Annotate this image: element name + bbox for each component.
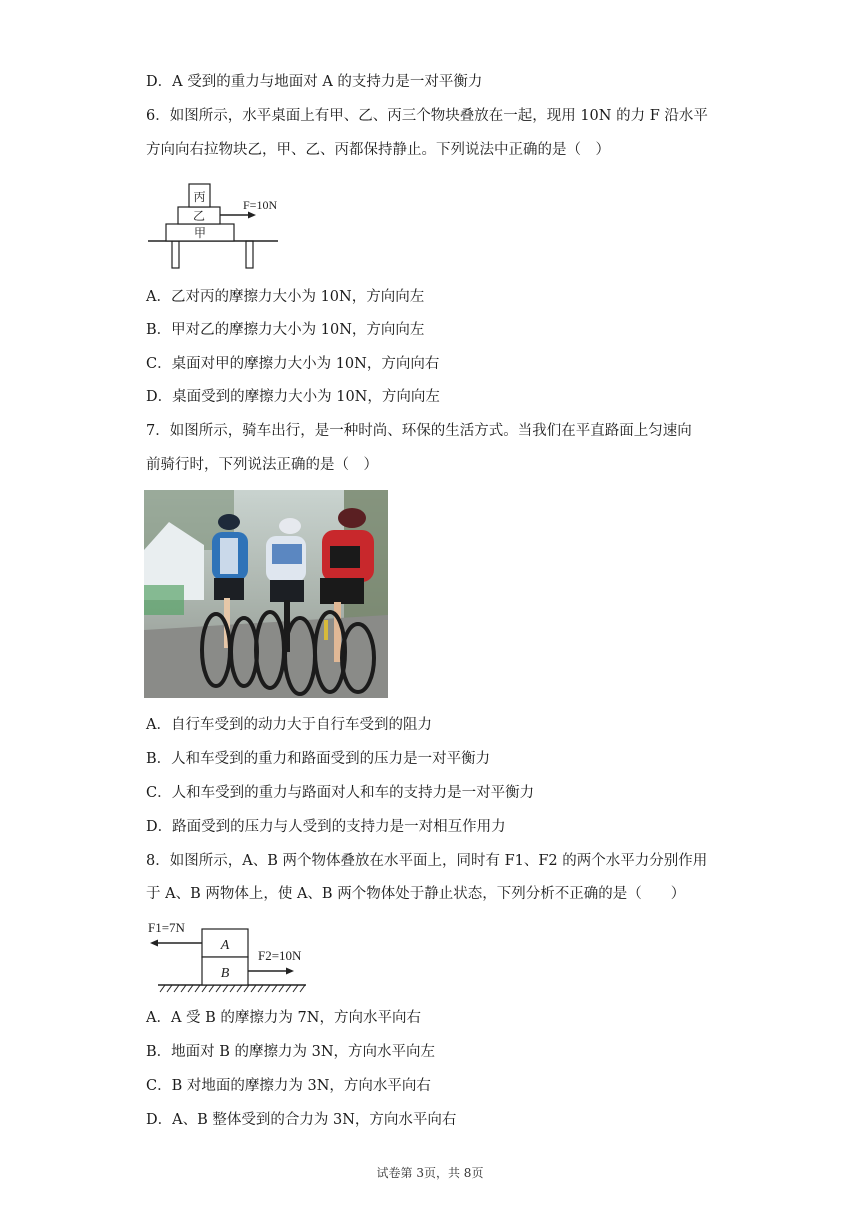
f1-label: F1=7N: [148, 920, 185, 935]
block-jia-label: 甲: [193, 226, 207, 240]
block-bing-label: 丙: [193, 190, 206, 204]
q7-option-a: A．自行车受到的动力大于自行车受到的阻力: [146, 717, 432, 733]
q6-option-a: A．乙对丙的摩擦力大小为 10N，方向向左: [146, 289, 425, 305]
q6-option-b: B．甲对乙的摩擦力大小为 10N，方向向左: [146, 322, 425, 338]
table-leg-left: [172, 241, 179, 268]
f2-label: F2=10N: [258, 948, 302, 963]
table-leg-right: [246, 241, 253, 268]
q5-option-d: D．A 受到的重力与地面对 A 的支持力是一对平衡力: [146, 74, 483, 90]
q6-figure: [146, 180, 286, 272]
block-yi-label: 乙: [192, 209, 206, 223]
q8-option-a: A．A 受 B 的摩擦力为 7N，方向水平向右: [146, 1010, 421, 1026]
q8-option-d: D．A、B 整体受到的合力为 3N，方向水平向右: [146, 1112, 457, 1128]
q7-option-c: C．人和车受到的重力与路面对人和车的支持力是一对平衡力: [146, 785, 535, 801]
f2-arrow-head: [286, 968, 294, 975]
q6-stem-line1: 6．如图所示，水平桌面上有甲、乙、丙三个物块叠放在一起，现用 10N 的力 F 沿水平: [146, 108, 708, 124]
cycling-photo: [144, 490, 388, 698]
block-a-label: A: [220, 938, 230, 953]
q8-option-b: B．地面对 B 的摩擦力为 3N，方向水平向左: [146, 1044, 436, 1060]
force-label: F=10N: [243, 198, 278, 212]
q8-figure: [146, 912, 316, 994]
block-b-label: B: [220, 966, 230, 981]
q8-stem-line2: 于 A、B 两物体上，使 A、B 两个物体处于静止状态，下列分析不正确的是（ ）: [146, 886, 686, 902]
page-footer: 试卷第 3页，共 8页: [376, 1166, 484, 1180]
q6-option-d: D．桌面受到的摩擦力大小为 10N，方向向左: [146, 389, 440, 405]
q7-option-d: D．路面受到的压力与人受到的支持力是一对相互作用力: [146, 819, 506, 835]
force-arrow-head: [248, 212, 256, 219]
q8-stem-line1: 8．如图所示，A、B 两个物体叠放在水平面上，同时有 F1、F2 的两个水平力分别作用: [146, 853, 708, 869]
q7-stem-line1: 7．如图所示，骑车出行，是一种时尚、环保的生活方式。当我们在平直路面上匀速向: [146, 423, 692, 439]
q7-stem-line2: 前骑行时，下列说法正确的是（ ）: [146, 457, 378, 473]
ground-hatching: [160, 985, 305, 992]
q6-option-c: C．桌面对甲的摩擦力大小为 10N，方向向右: [146, 356, 440, 372]
f1-arrow-head: [150, 940, 158, 947]
q6-stem-line2: 方向向右拉物块乙，甲、乙、丙都保持静止。下列说法中正确的是（ ）: [146, 142, 610, 158]
q8-option-c: C．B 对地面的摩擦力为 3N，方向水平向右: [146, 1078, 431, 1094]
q7-option-b: B．人和车受到的重力和路面受到的压力是一对平衡力: [146, 751, 491, 767]
